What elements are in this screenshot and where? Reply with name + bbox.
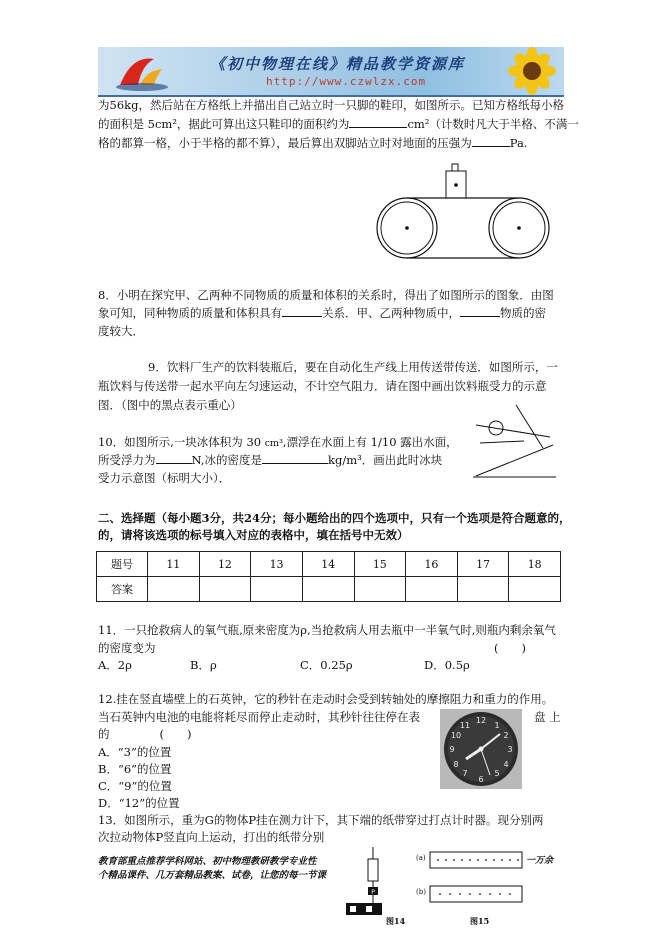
answer-cell[interactable] xyxy=(199,577,251,602)
q7-line3: 格的都算一格，小于半格的都不算），最后算出双脚站立时对地面的压强为 Pa. xyxy=(98,136,528,150)
q11-option-c[interactable]: C．0.25ρ xyxy=(300,658,353,672)
q8-line2: 象可知，同种物质的质量和体积具有 关系．甲、乙两种物质中， 物质的密 xyxy=(98,306,546,320)
banner-title: 《初中物理在线》精品教学资源库 xyxy=(210,55,466,73)
svg-text:7: 7 xyxy=(462,769,468,778)
table-row xyxy=(97,577,561,602)
svg-text:4: 4 xyxy=(503,760,509,769)
svg-text:5: 5 xyxy=(494,769,500,778)
q12-line1: 12.挂在竖直墙壁上的石英钟，它的秒针在走动时会受到转轴处的摩擦阻力和重力的作用。 xyxy=(98,692,554,706)
q11-option-a[interactable]: A．2ρ xyxy=(98,658,132,672)
q12-option-d[interactable]: D．“12”的位置 xyxy=(98,796,180,810)
svg-text:10: 10 xyxy=(450,731,462,740)
q12-option-b[interactable]: B．“6”的位置 xyxy=(98,762,172,776)
tape-b-label: (b) xyxy=(416,888,426,896)
sunflower-icon xyxy=(498,47,564,95)
incline-figure xyxy=(468,403,558,481)
answer-cell[interactable] xyxy=(457,577,509,602)
table-cell: 11 xyxy=(148,552,200,577)
answer-cell[interactable] xyxy=(251,577,303,602)
q10-line3: 受力示意图（标明大小）． xyxy=(98,471,231,485)
answer-cell[interactable] xyxy=(406,577,458,602)
q12-answer-paren[interactable]: ( ) xyxy=(159,727,192,741)
q9-line1: 9．饮料厂生产的饮料装瓶后，要在自动化生产线上用传送带传送．如图所示，一 xyxy=(148,360,558,374)
svg-text:P: P xyxy=(371,889,375,896)
tape-a-label: (a) xyxy=(416,854,426,862)
table-cell: 18 xyxy=(509,552,561,577)
banner-url[interactable]: http://www.czwlzx.com xyxy=(266,75,427,88)
q7-line1: 为56kg，然后站在方格纸上并描出自己站立时一只脚的鞋印，如图所示。已知方格纸每小格 xyxy=(98,98,564,112)
figure-15-tapes xyxy=(414,848,534,910)
svg-text:6: 6 xyxy=(478,775,484,784)
footer-text-line2: 个精品课件、几万套精品教案、试卷，让您的每一节课 xyxy=(98,870,327,881)
table-cell: 13 xyxy=(251,552,303,577)
header-banner xyxy=(98,47,564,97)
figure-14-label: 图14 xyxy=(386,916,406,926)
q11-option-b[interactable]: B．ρ xyxy=(190,658,217,672)
answer-cell[interactable] xyxy=(148,577,200,602)
footer-text-line1: 教育部重点推荐学科网站、初中物理教研教学专业性 xyxy=(98,856,317,867)
table-cell: 17 xyxy=(457,552,509,577)
footer-note: 一万余 xyxy=(526,856,554,866)
section2-line2: 的，请将该选项的标号填入对应的表格中，填在括号中无效） xyxy=(98,528,409,542)
q10-buoyancy-blank[interactable] xyxy=(156,452,192,464)
quartz-clock-image xyxy=(440,709,522,789)
q11-line1: 11．一只抢救病人的氧气瓶,原来密度为ρ,当抢救病人用去瓶中一半氧气时,则瓶内剩余氧气 xyxy=(98,623,556,637)
q11-answer-paren[interactable]: ( ) xyxy=(494,641,526,655)
svg-text:8: 8 xyxy=(453,760,459,769)
q9-line2: 瓶饮料与传送带一起水平向左匀速运动，不计空气阻力．请在图中画出饮料瓶受力的示意 xyxy=(98,379,547,393)
answer-cell[interactable] xyxy=(509,577,561,602)
table-cell: 14 xyxy=(302,552,354,577)
q8-relation-blank[interactable] xyxy=(282,305,322,317)
table-cell: 15 xyxy=(354,552,406,577)
svg-text:2: 2 xyxy=(503,731,509,740)
q12-line2: 当石英钟内电池的电能将耗尽而停止走动时，其秒针往往停在表 xyxy=(98,710,420,724)
logo-icon xyxy=(112,51,172,91)
q8-line3: 度较大． xyxy=(98,324,144,338)
q7-area-blank[interactable] xyxy=(349,116,407,128)
svg-text:11: 11 xyxy=(459,721,471,730)
answer-cell[interactable] xyxy=(354,577,406,602)
svg-text:9: 9 xyxy=(449,745,455,754)
q13-line1: 13．如图所示，重为G的物体P挂在测力计下，其下端的纸带穿过打点计时器。现分别两 xyxy=(98,813,544,827)
figure-15-label: 图15 xyxy=(470,916,490,926)
q10-density-blank[interactable] xyxy=(262,452,328,464)
q9-line3: 图．（图中的黑点表示重心） xyxy=(98,398,242,412)
table-cell: 12 xyxy=(199,552,251,577)
q8-line1: 8．小明在探究甲、乙两种不同物质的质量和体积的关系时，得出了如图所示的图象．由图 xyxy=(98,288,554,302)
q8-substance-blank[interactable] xyxy=(460,305,500,317)
answer-cell[interactable] xyxy=(302,577,354,602)
svg-text:1: 1 xyxy=(494,721,500,730)
table-header-cell: 答案 xyxy=(97,577,148,602)
conveyor-belt-figure xyxy=(376,162,556,262)
q13-line2: 次拉动物体P竖直向上运动，打出的纸带分别 xyxy=(98,830,325,844)
svg-text:3: 3 xyxy=(507,745,513,754)
q12-line2-tail: 盘 上 xyxy=(534,710,561,724)
section2-line1: 二、选择题（每小题3分，共24分；每小题给出的四个选项中，只有一个选项是符合题意的， xyxy=(98,511,571,525)
q11-line2: 的密度变为 xyxy=(98,641,156,655)
svg-text:12: 12 xyxy=(475,716,487,725)
table-row xyxy=(97,552,561,577)
figure-14-apparatus xyxy=(340,845,388,917)
answer-table xyxy=(96,551,561,602)
q10-line2: 所受浮力为 N,冰的密度是 kg/m³．画出此时冰块 xyxy=(98,453,443,467)
q10-line1: 10．如图所示,一块冰体积为 30 cm³,漂浮在水面上有 1/10 露出水面， xyxy=(98,435,458,449)
q11-option-d[interactable]: D．0.5ρ xyxy=(424,658,470,672)
q12-line3: 的 ( ) xyxy=(98,727,192,741)
q12-option-a[interactable]: A．“3”的位置 xyxy=(98,745,172,759)
table-cell: 16 xyxy=(406,552,458,577)
q12-option-c[interactable]: C．“9”的位置 xyxy=(98,779,172,793)
table-header-cell: 题号 xyxy=(97,552,148,577)
q7-line2: 的面积是 5cm²，据此可算出这只鞋印的面积约为 cm²（计数时凡大于半格、不满一 xyxy=(98,117,579,131)
q7-pressure-blank[interactable] xyxy=(472,135,510,147)
